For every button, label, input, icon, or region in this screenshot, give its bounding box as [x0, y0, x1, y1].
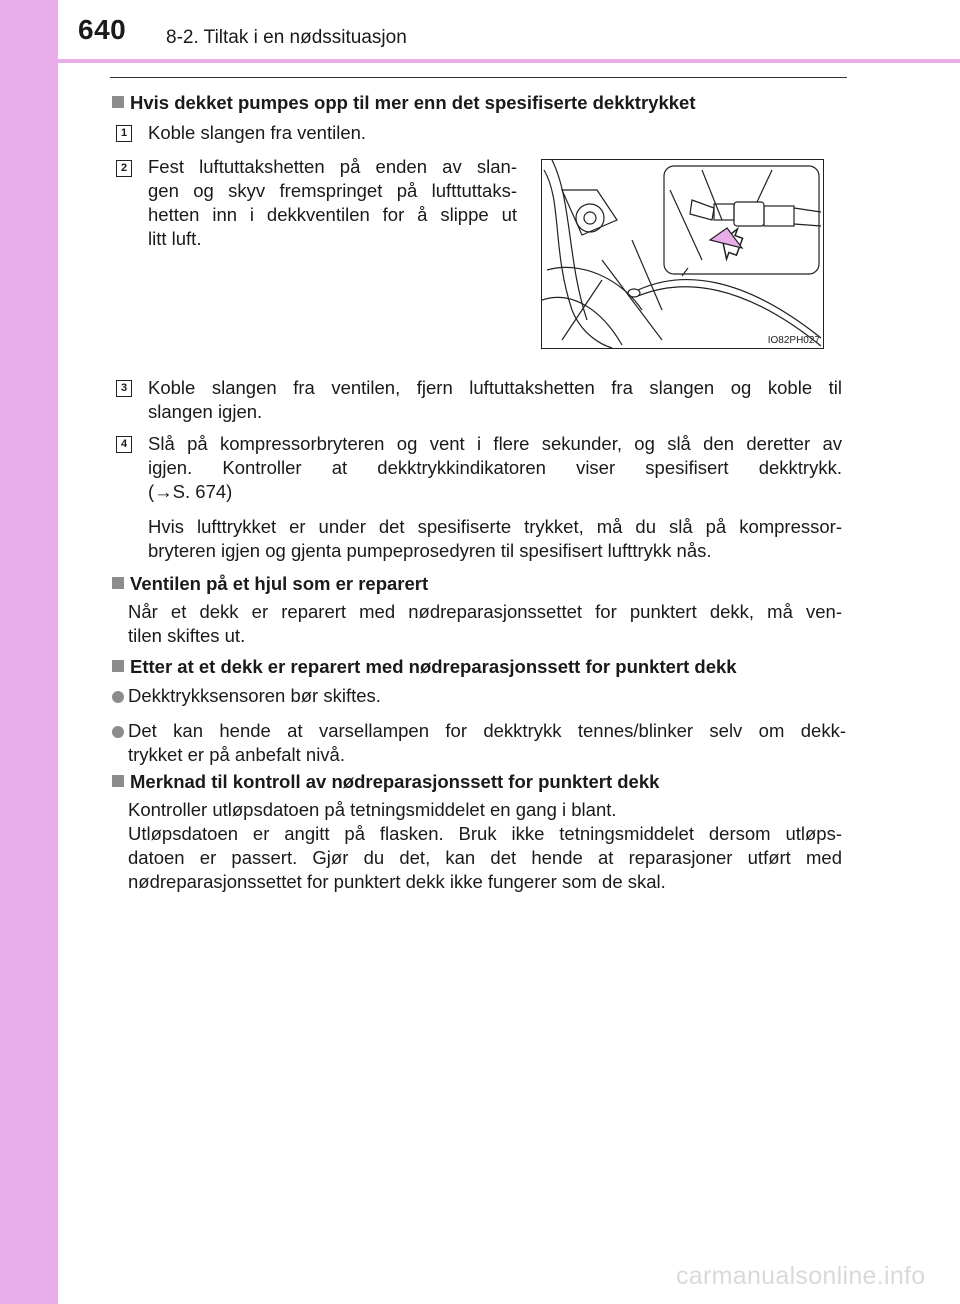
bullet-warning-lamp: Det kan hende at varsellampen for dekktrykk tennes/blinker selv om dekk- trykket er på anbefalt nivå. — [128, 720, 846, 765]
square-bullet-icon — [112, 660, 124, 672]
section-title: 8-2. Tiltak i en nødssituasjon — [166, 27, 407, 48]
heading-overinflated: Hvis dekket pumpes opp til mer enn det spesifiserte dekktrykket — [112, 92, 695, 114]
heading-repaired-valve: Ventilen på et hjul som er reparert — [112, 573, 428, 595]
repaired-valve-text: Når et dekk er reparert med nødreparasjonssettet for punktert dekk, må ven- tilen skiftes ut. — [128, 601, 842, 646]
tire-valve-illustration-icon — [542, 160, 823, 348]
step-2-text: Fest luftuttakshetten på enden av slan- gen og skyv fremspringet på lufttuttaks- hetten inn i dekkventilen for å slippe ut litt luft. — [148, 156, 517, 249]
round-bullet-icon — [112, 691, 124, 703]
step-1-text: Koble slangen fra ventilen. — [148, 122, 367, 143]
step-number-2: 2 — [116, 160, 132, 177]
step-4-text: Slå på kompressorbryteren og vent i flere sekunder, og slå den deretter av igjen. Kontroller at dekktrykkindikatoren viser spesifisert dekktrykk. (→S. 674) — [148, 433, 842, 502]
bullet-sensor-replace: Dekktrykksensoren bør skiftes. — [128, 685, 381, 706]
tire-valve-figure — [541, 159, 824, 349]
watermark-text: carmanualsonline.info — [676, 1262, 926, 1290]
step-4-note: Hvis lufttrykket er under det spesifiserte trykket, må du slå på kompressor- bryteren igjen og gjenta pumpeprosedyren til spesifisert lufttrykk nås. — [148, 516, 842, 561]
round-bullet-icon — [112, 726, 124, 738]
square-bullet-icon — [112, 775, 124, 787]
step-number-4: 4 — [116, 436, 132, 453]
heading-kit-check: Merknad til kontroll av nødreparasjonssett for punktert dekk — [112, 771, 659, 793]
square-bullet-icon — [112, 96, 124, 108]
step-3-text: Koble slangen fra ventilen, fjern luftuttakshetten fra slangen og koble til slangen igjen. — [148, 377, 842, 422]
heading-after-repair: Etter at et dekk er reparert med nødreparasjonssett for punktert dekk — [112, 656, 737, 678]
step-number-3: 3 — [116, 380, 132, 397]
square-bullet-icon — [112, 577, 124, 589]
page-number: 640 — [78, 14, 127, 45]
top-rule — [110, 77, 847, 78]
kit-check-text: Kontroller utløpsdatoen på tetningsmiddelet en gang i blant. Utløpsdatoen er angitt på flasken. Bruk ikke tetningsmiddelet dersom utløps- datoen er passert. Gjør du det, kan det hende at reparasjoner utført med nødreparasjonssettet for punktert dekk ikke fungerer som de skal. — [128, 799, 842, 892]
figure-code: IO82PH027 — [767, 335, 820, 346]
header-divider — [0, 59, 960, 63]
chapter-side-tab — [0, 0, 58, 1304]
step-number-1: 1 — [116, 125, 132, 142]
